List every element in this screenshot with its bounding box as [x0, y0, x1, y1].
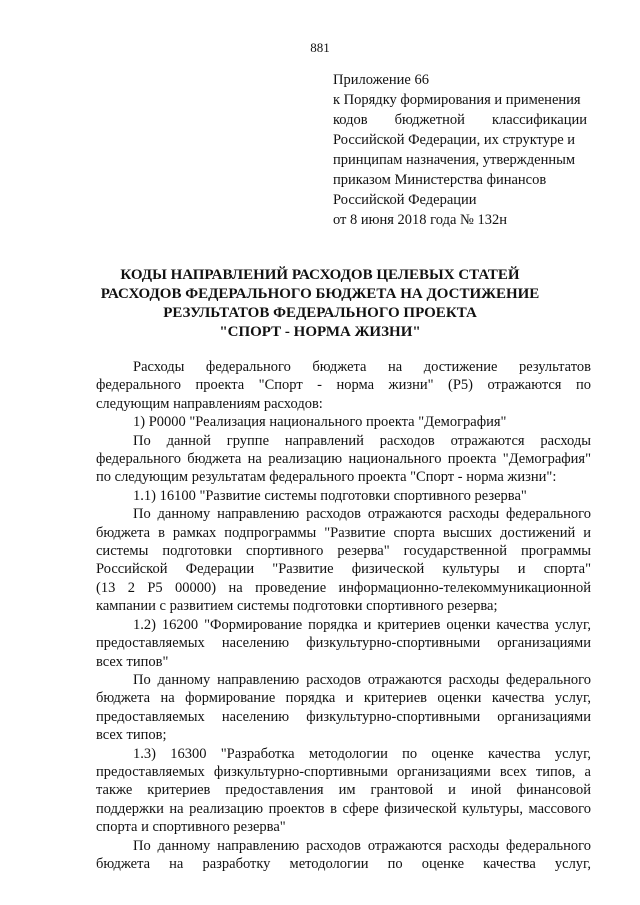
body-line: следующим направлениям расходов: — [96, 395, 323, 412]
appendix-line: кодов бюджетной классификации — [333, 112, 587, 128]
document-body — [96, 358, 591, 873]
title-line: РАСХОДОВ ФЕДЕРАЛЬНОГО БЮДЖЕТА НА ДОСТИЖЕНИЕ — [100, 286, 540, 302]
body-line: федерального бюджета на реализацию национального проекта "Демография" — [96, 451, 591, 468]
body-line: По данному направлению расходов отражаются расходы федерального — [133, 837, 591, 854]
body-line: предоставляемых населению физкультурно-спортивными организациями — [96, 635, 591, 652]
body-line: федерального проекта "Спорт - норма жизни" (Р5) отражаются по — [96, 377, 591, 394]
body-line: по следующим результатам федерального проекта "Спорт - норма жизни": — [96, 469, 557, 486]
body-line: (13 2 Р5 00000) на проведение информационно-телекоммуникационной — [96, 579, 591, 596]
body-line: спорта и спортивного резерва" — [96, 819, 286, 836]
appendix-line: приказом Министерства финансов — [333, 172, 547, 188]
body-line: 1.1) 16100 "Развитие системы подготовки спортивного резерва" — [133, 487, 527, 504]
body-line: всех типов; — [96, 727, 167, 744]
appendix-block — [333, 70, 587, 230]
body-line: Расходы федерального бюджета на достижение результатов — [133, 359, 591, 375]
document-title — [80, 266, 560, 342]
body-line: 1.2) 16200 "Формирование порядка и критериев оценки качества услуг, — [133, 616, 591, 633]
body-line: По данной группе направлений расходов отражаются расходы — [133, 432, 591, 449]
body-line: также критериев предоставления им грантовой и иной финансовой — [96, 782, 591, 799]
body-line: Российской Федерации "Развитие физической культуры и спорта" — [96, 561, 591, 578]
appendix-line: Приложение 66 — [333, 72, 429, 88]
title-line: "СПОРТ - НОРМА ЖИЗНИ" — [219, 324, 421, 340]
body-line: предоставляемых населению физкультурно-спортивными организациями — [96, 708, 591, 725]
body-line: 1.3) 16300 "Разработка методологии по оценке качества услуг, — [133, 745, 591, 762]
appendix-line: к Порядку формирования и применения — [333, 92, 581, 108]
body-line: 1) Р0000 "Реализация национального проекта "Демография" — [133, 414, 507, 431]
body-line: По данному направлению расходов отражаются расходы федерального — [133, 506, 591, 523]
body-line: системы подготовки спортивного резерва" государственной программы — [96, 543, 591, 560]
body-line: поддержки на реализацию проектов в сфере физической культуры, массового — [96, 800, 591, 817]
appendix-line: Российской Федерации, их структуре и — [333, 132, 576, 148]
page-number: 881 — [310, 40, 330, 55]
title-line: РЕЗУЛЬТАТОВ ФЕДЕРАЛЬНОГО ПРОЕКТА — [163, 305, 477, 321]
body-line: бюджета на разработку методологии по оценке качества услуг, — [96, 855, 591, 872]
body-line: всех типов" — [96, 653, 169, 670]
title-line: КОДЫ НАПРАВЛЕНИЙ РАСХОДОВ ЦЕЛЕВЫХ СТАТЕЙ — [120, 267, 520, 283]
body-line: кампании с развитием системы подготовки спортивного резерва; — [96, 598, 498, 615]
body-line: По данному направлению расходов отражаются расходы федерального — [133, 671, 591, 688]
body-line: бюджета на формирование порядка и критериев оценки качества услуг, — [96, 690, 591, 707]
body-line: бюджета в рамках подпрограммы "Развитие спорта высших достижений и — [96, 524, 591, 541]
body-line: предоставляемых физкультурно-спортивными организациями всех типов, а — [96, 763, 591, 780]
appendix-line: принципам назначения, утвержденным — [333, 152, 576, 168]
appendix-line: от 8 июня 2018 года № 132н — [333, 212, 507, 228]
appendix-line: Российской Федерации — [333, 192, 477, 208]
